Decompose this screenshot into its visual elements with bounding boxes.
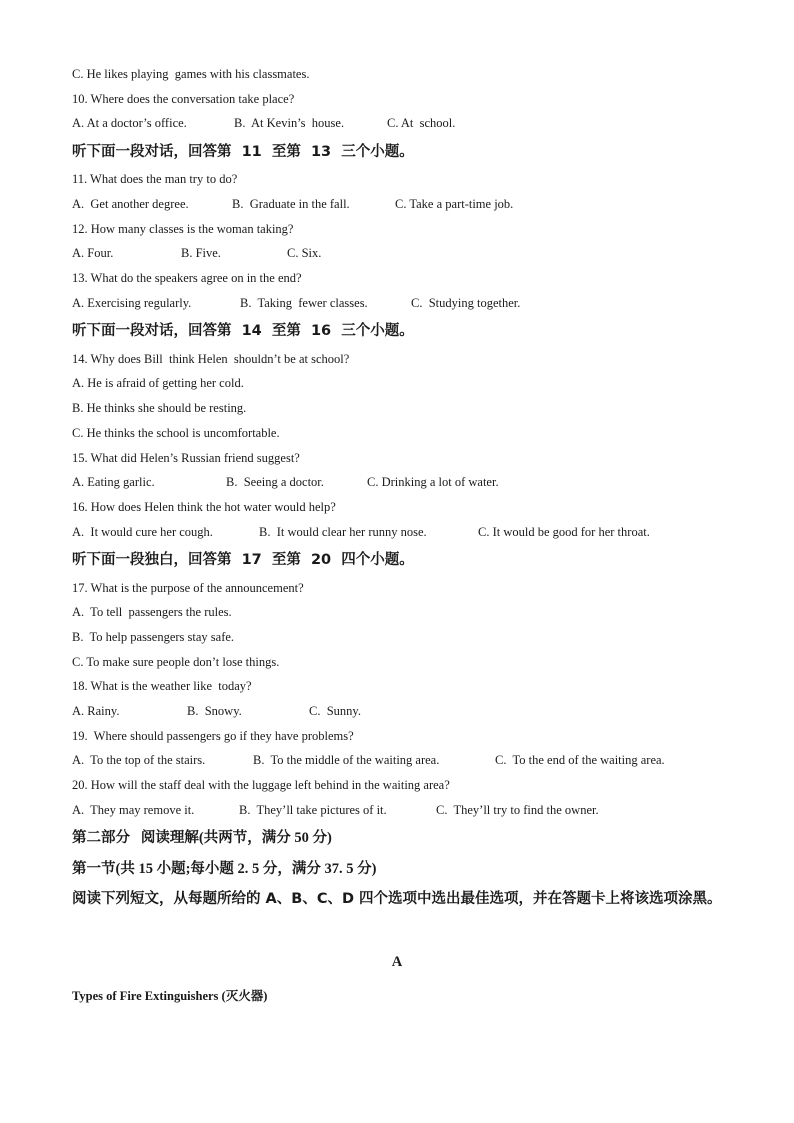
section-heading: 听下面一段独白，回答第 17 至第 20 四个小题。: [72, 552, 414, 568]
question-14: 14. Why does Bill think Helen shouldn’t be at school?: [72, 352, 350, 366]
option-b: B. Five.: [181, 246, 221, 260]
option-a: A. To the top of the stairs.: [72, 753, 206, 767]
section-heading: 第一节(共 15 小题;每小题 2. 5 分，满分 37. 5 分): [72, 861, 377, 877]
option-a: A. They may remove it.: [72, 803, 195, 817]
option-c: C. It would be good for her throat.: [478, 525, 650, 539]
option-b: B. They’ll take pictures of it.: [239, 803, 387, 817]
option-b: B. Snowy.: [187, 704, 242, 718]
option-a: A. Four.: [72, 246, 114, 260]
option-a: A. Rainy.: [72, 704, 120, 718]
question-12: 12. How many classes is the woman taking?: [72, 222, 294, 236]
option-b: B. To the middle of the waiting area.: [253, 753, 440, 767]
option-b: B. He thinks she should be resting.: [72, 401, 247, 415]
option-c: C. Studying together.: [411, 296, 521, 310]
option-a: A. At a doctor’s office.: [72, 116, 187, 130]
option-a: A. He is afraid of getting her cold.: [72, 376, 244, 390]
option-b: B. At Kevin’s house.: [234, 116, 345, 130]
option-b: B. Taking fewer classes.: [240, 296, 368, 310]
part-heading: 第二部分 阅读理解(共两节，满分 50 分): [72, 830, 332, 846]
option-c: C. Sunny.: [309, 704, 361, 718]
option-c: C. To the end of the waiting area.: [495, 753, 665, 767]
option-c: C. Six.: [287, 246, 322, 260]
instruction-text: 阅读下列短文，从每题所给的 A、B、C、D 四个选项中选出最佳选项，并在答题卡上将该选项涂黑。: [72, 891, 722, 907]
section-heading: 听下面一段对话，回答第 11 至第 13 三个小题。: [72, 144, 414, 160]
question-18: 18. What is the weather like today?: [72, 679, 252, 693]
question-10: 10. Where does the conversation take place?: [72, 92, 295, 106]
option-c: C. They’ll try to find the owner.: [436, 803, 599, 817]
question-20: 20. How will the staff deal with the luggage left behind in the waiting area?: [72, 778, 450, 792]
option-b: B. To help passengers stay safe.: [72, 630, 235, 644]
option-c: C. He thinks the school is uncomfortable.: [72, 426, 280, 440]
option-c: C. To make sure people don’t lose things.: [72, 655, 280, 669]
question-19: 19. Where should passengers go if they have problems?: [72, 729, 354, 743]
question-11: 11. What does the man try to do?: [72, 172, 238, 186]
question-17: 17. What is the purpose of the announcement?: [72, 581, 304, 595]
option-b: B. Seeing a doctor.: [226, 475, 324, 489]
option-a: A. Eating garlic.: [72, 475, 155, 489]
option-b: B. Graduate in the fall.: [232, 197, 350, 211]
passage-letter: A: [391, 954, 403, 970]
option-line: C. He likes playing games with his classmates.: [72, 67, 310, 81]
option-a: A. Exercising regularly.: [72, 296, 192, 310]
option-a: A. To tell passengers the rules.: [72, 605, 232, 619]
option-b: B. It would clear her runny nose.: [259, 525, 427, 539]
option-c: C. At school.: [387, 116, 456, 130]
question-15: 15. What did Helen’s Russian friend suggest?: [72, 451, 300, 465]
question-16: 16. How does Helen think the hot water would help?: [72, 500, 336, 514]
option-a: A. Get another degree.: [72, 197, 189, 211]
option-c: C. Drinking a lot of water.: [367, 475, 499, 489]
passage-title: Types of Fire Extinguishers (灭火器): [72, 989, 268, 1003]
option-a: A. It would cure her cough.: [72, 525, 213, 539]
question-13: 13. What do the speakers agree on in the end?: [72, 271, 302, 285]
option-c: C. Take a part-time job.: [395, 197, 514, 211]
section-heading: 听下面一段对话，回答第 14 至第 16 三个小题。: [72, 323, 414, 339]
